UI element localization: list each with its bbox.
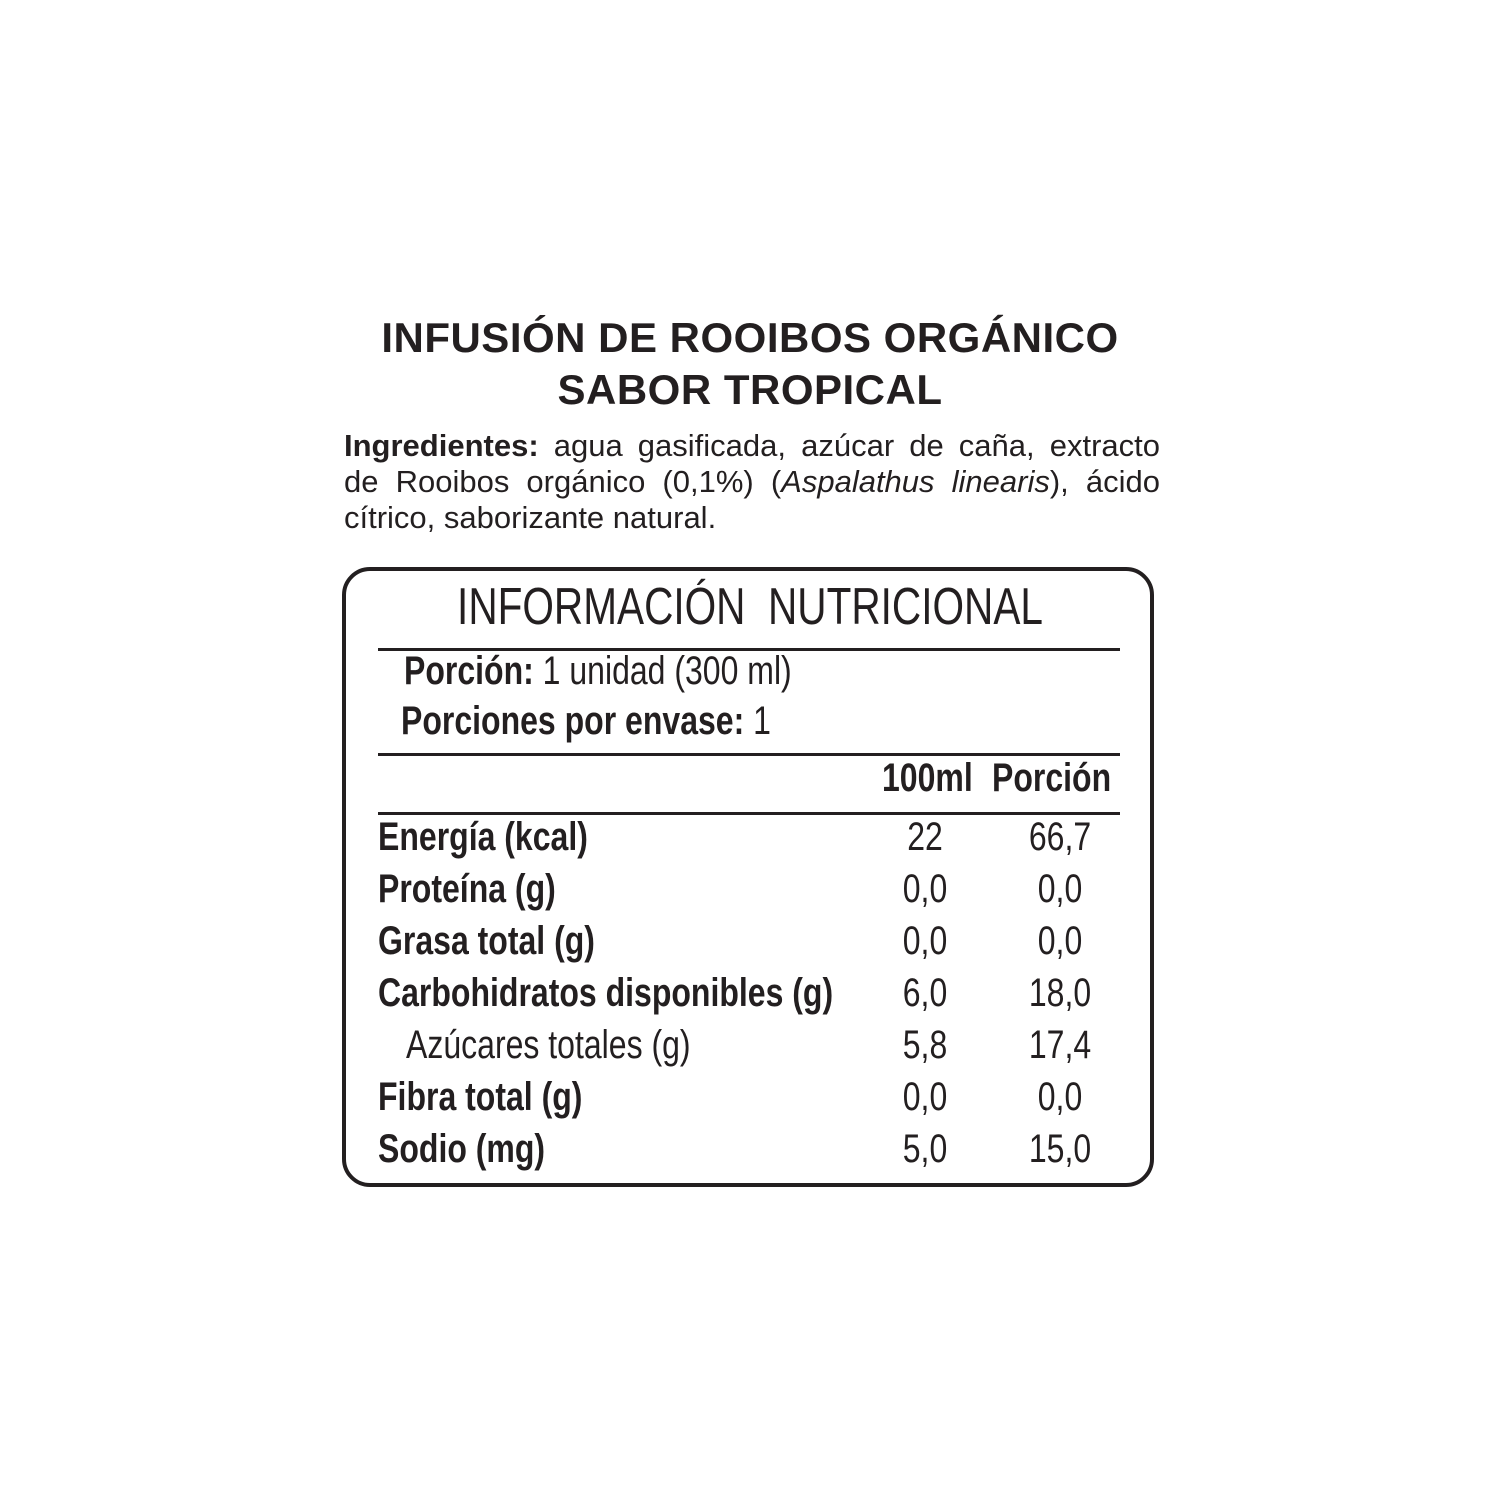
nutrient-value-100ml: 0,0 — [902, 919, 948, 963]
ingredients-text — [344, 428, 1160, 536]
nutrient-value-portion: 0,0 — [1037, 867, 1083, 911]
nutrient-label: Proteína (g) — [378, 867, 556, 911]
nutrient-value-portion: 18,0 — [1028, 971, 1092, 1015]
nutrient-value-100ml: 5,8 — [902, 1023, 948, 1067]
nutrient-value-portion: 17,4 — [1028, 1023, 1092, 1067]
nutrition-facts-title: INFORMACIÓN NUTRICIONAL — [457, 578, 1043, 636]
product-title-line1: INFUSIÓN DE ROOIBOS ORGÁNICO — [381, 314, 1119, 361]
ingredients-label: Ingredientes: — [344, 428, 539, 463]
nutrient-label: Fibra total (g) — [378, 1075, 583, 1119]
nutrient-label: Azúcares totales (g) — [406, 1023, 691, 1067]
nutrient-label: Sodio (mg) — [378, 1127, 546, 1171]
nutrient-value-100ml: 6,0 — [902, 971, 948, 1015]
nutrient-value-100ml: 0,0 — [902, 1075, 948, 1119]
portion-label: Porción: — [404, 649, 534, 693]
column-header-portion: Porción — [992, 756, 1112, 800]
portion-row — [404, 646, 792, 696]
portion-value: 1 unidad (300 ml) — [533, 649, 792, 693]
nutrient-value-100ml: 5,0 — [902, 1127, 948, 1171]
nutrient-label: Carbohidratos disponibles (g) — [378, 971, 834, 1015]
nutrient-value-portion: 66,7 — [1028, 815, 1092, 859]
nutrient-label: Grasa total (g) — [378, 919, 595, 963]
servings-value: 1 — [744, 699, 771, 743]
product-title-line2: SABOR TROPICAL — [557, 366, 943, 413]
nutrient-label: Energía (kcal) — [378, 815, 588, 859]
nutrient-value-100ml: 0,0 — [902, 867, 948, 911]
cropped-footnote — [344, 1192, 1160, 1202]
servings-row — [401, 696, 771, 746]
nutrient-value-100ml: 22 — [907, 815, 943, 859]
nutrient-value-portion: 15,0 — [1028, 1127, 1092, 1171]
nutrient-value-portion: 0,0 — [1037, 919, 1083, 963]
ingredients-scientific-name: Aspalathus linearis — [781, 464, 1050, 499]
nutrient-value-portion: 0,0 — [1037, 1075, 1083, 1119]
column-header-100ml: 100ml — [882, 756, 973, 800]
servings-label: Porciones por envase: — [401, 699, 745, 743]
ingredients-list-part2: ), ácido cítrico, saborizante natural. — [344, 464, 1160, 535]
ingredients-list-part1: agua gasificada, azúcar de caña, extracto de Rooibos orgánico (0,1%) ( — [344, 428, 1160, 499]
